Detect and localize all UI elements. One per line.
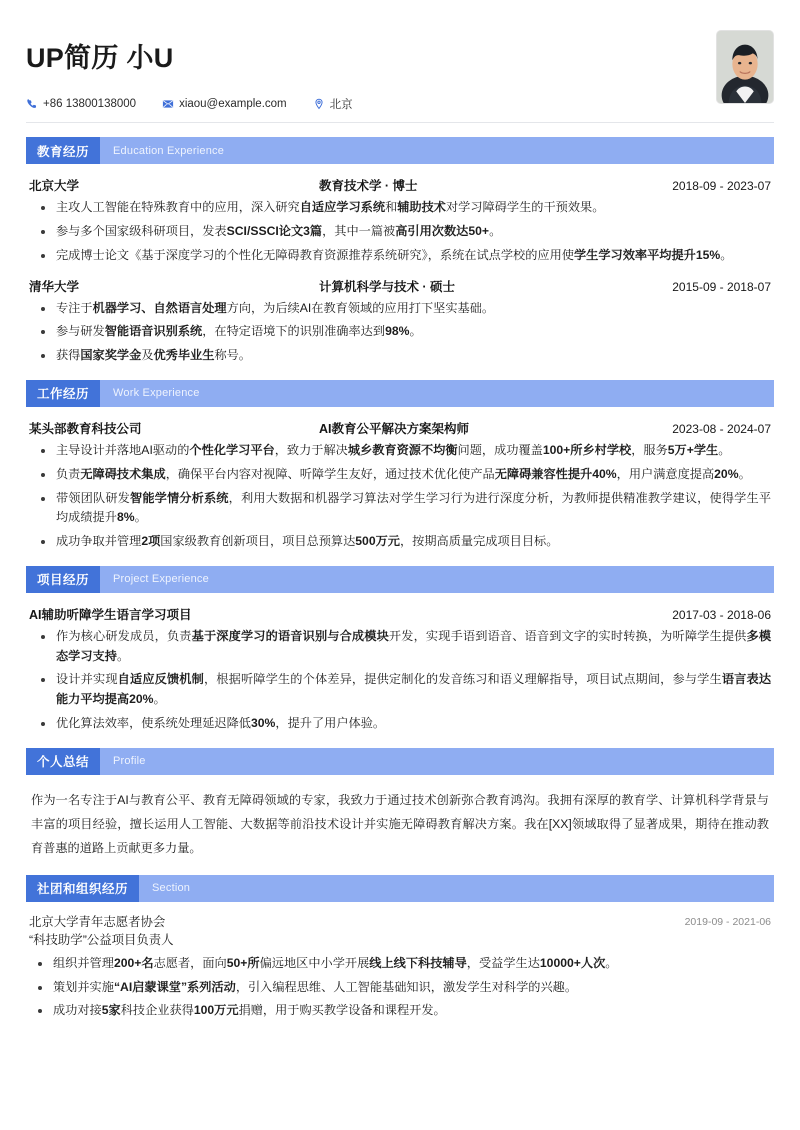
- bullet-list: [29, 441, 771, 552]
- entry-date: 2015-09 - 2018-07: [672, 279, 771, 294]
- candidate-name: UP简历 小U: [26, 43, 174, 73]
- entry: [29, 419, 771, 552]
- entry-header: [29, 277, 771, 295]
- contact-email-value: xiaou@example.com: [179, 98, 287, 111]
- entry-role: 教育技术学 · 博士: [318, 179, 418, 194]
- bullet-list: [26, 954, 774, 1021]
- profile-paragraph: 作为一名专注于AI与教育公平、教育无障碍领域的专家，我致力于通过技术创新弥合教育鸿沟。我拥有深厚的教育学、计算机科学背景与丰富的项目经验，擅长运用人工智能、大数据等前沿技术设计并实施无障碍教育解决方案。我在[XX]领域取得了显著成果，期待在推动教育普惠的道路上贡献更多力量。: [31, 792, 769, 856]
- entry-role: 计算机科学与技术 · 硕士: [318, 279, 456, 294]
- entry: [29, 277, 771, 366]
- contact-location: [313, 96, 353, 112]
- bullet-item: 完成博士论文《基于深度学习的个性化无障碍教育资源推荐系统研究》，系统在试点学校的应用使学生学习效率平均提升15%。: [29, 246, 771, 266]
- bullet-item: 策划并实施“AI启蒙课堂”系列活动，引入编程思维、人工智能基础知识，激发学生对科学的兴趣。: [26, 978, 774, 998]
- contact-phone-value: +86 13800138000: [43, 98, 137, 111]
- section-header-profile: [26, 748, 774, 775]
- section-tab-label: 个人总结: [26, 748, 100, 775]
- entry-header: [29, 419, 771, 437]
- entry-date: 2017-03 - 2018-06: [672, 607, 771, 622]
- phone-icon: [26, 98, 38, 110]
- entry-date: 2023-08 - 2024-07: [672, 421, 771, 436]
- section-club: [26, 875, 774, 1021]
- section-0: [26, 137, 774, 366]
- bullet-item: 设计并实现自适应反馈机制，根据听障学生的个体差异，提供定制化的发音练习和语义理解指导，项目试点期间，参与学生语言表达能力平均提高20%。: [29, 670, 771, 710]
- bullet-item: 参与研发智能语音识别系统，在特定语境下的识别准确率达到98%。: [29, 322, 771, 342]
- bullet-item: 主攻人工智能在特殊教育中的应用，深入研究自适应学习系统和辅助技术对学习障碍学生的干预效果。: [29, 198, 771, 218]
- bullet-item: 组织并管理200+名志愿者，面向50+所偏远地区中小学开展线上线下科技辅导，受益学生达10000+人次。: [26, 954, 774, 974]
- section-tab-label: 项目经历: [26, 566, 100, 593]
- avatar: [716, 30, 774, 104]
- entry-org: AI辅助听障学生语言学习项目: [29, 607, 192, 622]
- entry: [29, 605, 771, 734]
- section-tab-label: 社团和组织经历: [26, 875, 139, 902]
- bullet-item: 作为核心研发成员，负责基于深度学习的语音识别与合成模块开发，实现手语到语音、语音到文字的实时转换，为听障学生提供多模态学习支持。: [29, 627, 771, 667]
- section-header-club: [26, 875, 774, 902]
- email-icon: [162, 98, 174, 110]
- club-role: “科技助学”公益项目负责人: [29, 932, 174, 947]
- section-entries: [26, 419, 774, 552]
- entry-role: AI教育公平解决方案架构师: [318, 421, 469, 436]
- bullet-item: 优化算法效率，使系统处理延迟降低30%，提升了用户体验。: [29, 714, 771, 734]
- entry-header: [29, 176, 771, 194]
- contact-list: [26, 96, 774, 112]
- section-1: [26, 380, 774, 552]
- section-profile: [26, 748, 774, 861]
- section-2: [26, 566, 774, 734]
- contact-email: [162, 98, 287, 110]
- entry: [29, 176, 771, 265]
- bullet-list: [29, 198, 771, 265]
- bullet-list: [29, 299, 771, 366]
- section-header-1: [26, 380, 774, 407]
- bullet-item: 负责无障碍技术集成，确保平台内容对视障、听障学生友好，通过技术优化使产品无障碍兼容性提升40%，用户满意度提高20%。: [29, 465, 771, 485]
- bullet-item: 参与多个国家级科研项目，发表SCI/SSCI论文3篇，其中一篇被高引用次数达50+。: [29, 222, 771, 242]
- entry-date: 2018-09 - 2023-07: [672, 179, 771, 194]
- bullet-list: [29, 627, 771, 734]
- section-tab-subtitle: Education Experience: [113, 144, 225, 157]
- section-tab-label: 工作经历: [26, 380, 100, 407]
- section-header-0: [26, 137, 774, 164]
- bullet-item: 专注于机器学习、自然语言处理方向，为后续AI在教育领域的应用打下坚实基础。: [29, 299, 771, 319]
- location-icon: [313, 98, 325, 110]
- contact-phone: [26, 98, 136, 110]
- entry-org: 清华大学: [29, 279, 80, 294]
- bullet-item: 主导设计并落地AI驱动的个性化学习平台，致力于解决城乡教育资源不均衡问题，成功覆盖100+所乡村学校，服务5万+学生。: [29, 441, 771, 461]
- section-entries: [26, 605, 774, 734]
- section-tab-subtitle: Section: [152, 882, 191, 895]
- club-entry-header: [26, 914, 774, 950]
- entry-header: [29, 605, 771, 623]
- section-tab-subtitle: Project Experience: [113, 573, 209, 586]
- contact-location-value: 北京: [329, 99, 353, 112]
- club-org: 北京大学青年志愿者协会: [29, 914, 166, 929]
- entry-org: 北京大学: [29, 179, 80, 194]
- section-tab-label: 教育经历: [26, 137, 100, 164]
- club-date: 2019-09 - 2021-06: [684, 915, 771, 928]
- bullet-item: 成功争取并管理2项国家级教育创新项目，项目总预算达500万元，按期高质量完成项目目标。: [29, 532, 771, 552]
- bullet-item: 成功对接5家科技企业获得100万元捐赠，用于购买教学设备和课程开发。: [26, 1001, 774, 1021]
- entry-org: 某头部教育科技公司: [29, 421, 142, 436]
- resume-sections: [26, 137, 774, 1021]
- bullet-item: 带领团队研发智能学情分析系统，利用大数据和机器学习算法对学生学习行为进行深度分析，为教师提供精准教学建议，使得学生平均成绩提升8%。: [29, 489, 771, 529]
- resume-header: [26, 0, 774, 123]
- bullet-item: 获得国家奖学金及优秀毕业生称号。: [29, 346, 771, 366]
- section-header-2: [26, 566, 774, 593]
- section-tab-subtitle: Profile: [113, 755, 146, 768]
- section-tab-subtitle: Work Experience: [113, 387, 200, 400]
- section-entries: [26, 176, 774, 366]
